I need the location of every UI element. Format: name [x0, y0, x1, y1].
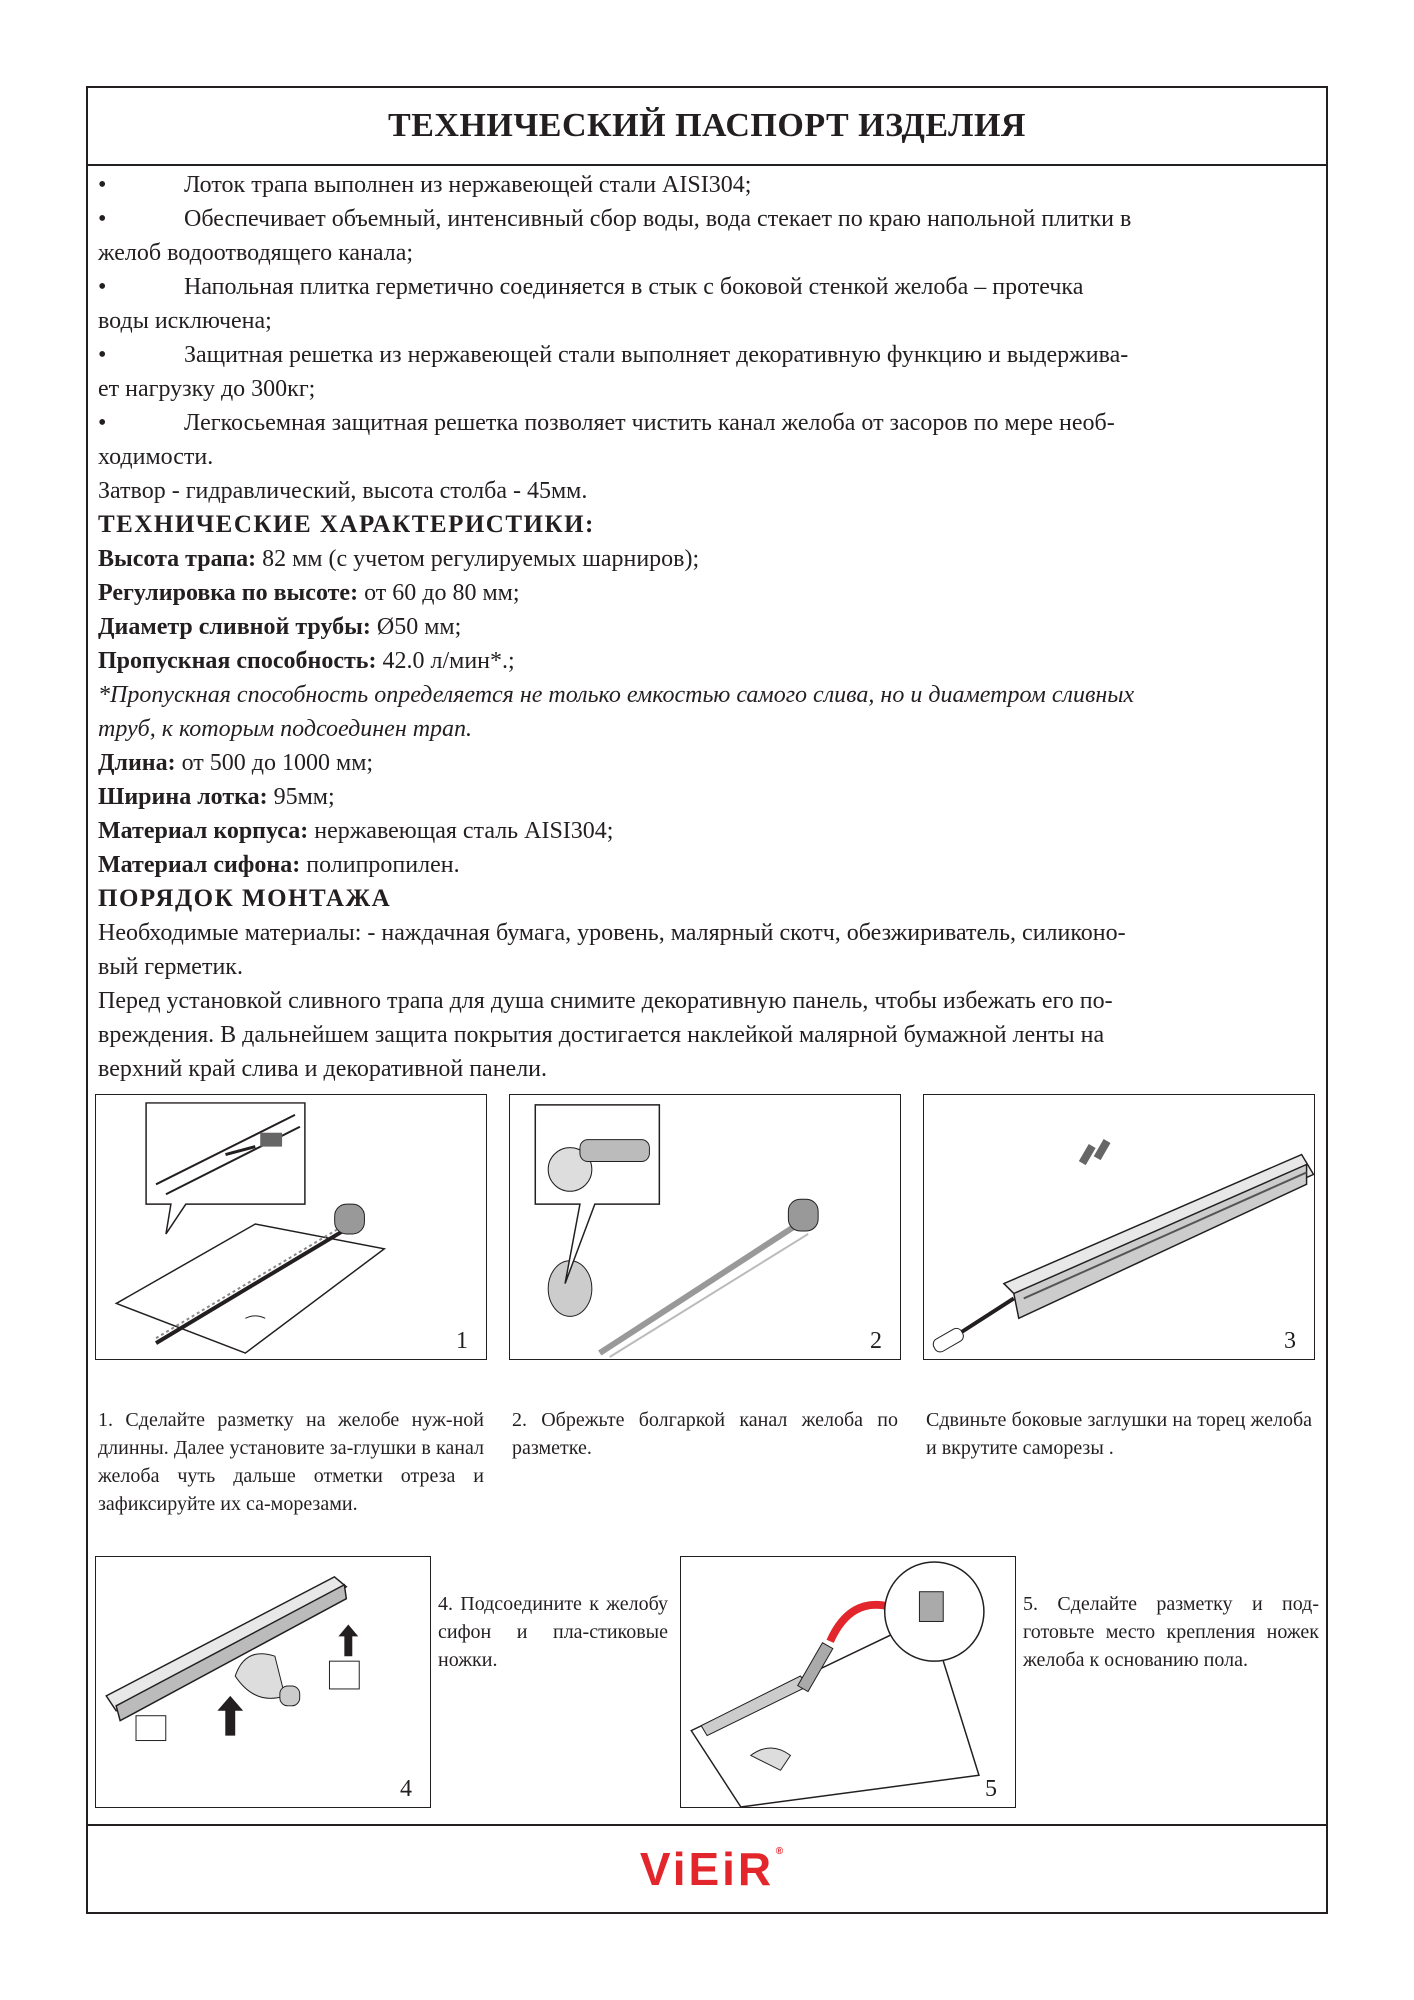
figure-3-illustration [924, 1095, 1314, 1359]
footer [88, 1824, 1326, 1912]
figure-2-caption: 2. Обрежьте болгаркой канал желоба по разметке. [512, 1409, 898, 1459]
bullet-dot: • [98, 410, 107, 436]
figure-1-illustration [96, 1095, 486, 1359]
spec-row [98, 542, 1320, 576]
logo-text: ViEiR [639, 1843, 775, 1895]
bullet-continuation: ходимости. [98, 444, 214, 470]
figure-number: 1 [456, 1328, 468, 1354]
spec-label: Ширина лотка: [98, 784, 268, 810]
bullet-item [98, 338, 1320, 372]
page-frame [86, 86, 1328, 1914]
spec-label: Материал корпуса: [98, 818, 309, 844]
install-heading: ПОРЯДОК МОНТАЖА [98, 885, 392, 912]
bullet-dot: • [98, 172, 107, 198]
spec-value: от 60 до 80 мм; [358, 580, 520, 606]
bullet-dot: • [98, 274, 107, 300]
figure-number: 5 [985, 1776, 997, 1802]
install-text: Необходимые материалы: - наждачная бумага, уровень, малярный скотч, обезжириватель, силиконо- [98, 920, 1126, 946]
figure-3 [923, 1094, 1315, 1360]
bullet-continuation: желоб водоотводящего канала; [98, 240, 414, 266]
bullet-text: Обеспечивает объемный, интенсивный сбор воды, вода стекает по краю напольной плитки в [184, 206, 1132, 232]
bullet-item [98, 202, 1320, 236]
install-text: вый герметик. [98, 954, 243, 980]
figure-5 [680, 1556, 1016, 1808]
install-text: верхний край слива и декоративной панели. [98, 1056, 548, 1082]
figure-number: 2 [870, 1328, 882, 1354]
spec-label: Высота трапа: [98, 546, 257, 572]
figure-5-illustration [681, 1557, 1015, 1807]
figure-3-caption: Сдвиньте боковые заглушки на торец желоба и вкрутите саморезы . [926, 1409, 1312, 1459]
brand-logo [639, 1842, 787, 1896]
spec-label: Пропускная способность: [98, 648, 377, 674]
bullet-item [98, 270, 1320, 304]
install-text: Перед установкой сливного трапа для душа снимите декоративную панель, чтобы избежать его по- [98, 988, 1113, 1014]
figure-1 [95, 1094, 487, 1360]
spec-row [98, 780, 1320, 814]
bullet-dot: • [98, 206, 107, 232]
spec-label: Регулировка по высоте: [98, 580, 359, 606]
spec-value: нержавеющая сталь AISI304; [308, 818, 614, 844]
spec-row [98, 644, 1320, 678]
bullet-item [98, 168, 1320, 202]
bullet-text: Напольная плитка герметично соединяется в стык с боковой стенкой желоба – протечка [184, 274, 1084, 300]
title-row [88, 88, 1326, 166]
install-text: вреждения. В дальнейшем защита покрытия достигается наклейкой малярной бумажной ленты на [98, 1022, 1105, 1048]
spec-row [98, 746, 1320, 780]
bullet-text: Лоток трапа выполнен из нержавеющей стали AISI304; [184, 172, 752, 198]
spec-row [98, 814, 1320, 848]
page-title: ТЕХНИЧЕСКИЙ ПАСПОРТ ИЗДЕЛИЯ [388, 107, 1026, 144]
figure-1-caption: 1. Сделайте разметку на желобе нуж-ной длинны. Далее установите за-глушки в канал желоба чуть дальше отметки отреза и зафиксируйте их са-морезами. [98, 1409, 484, 1515]
spec-row [98, 848, 1320, 882]
bullet-dot: • [98, 342, 107, 368]
spec-label: Материал сифона: [98, 852, 301, 878]
footnote-line: труб, к которым подсоединен трап. [98, 716, 473, 742]
spec-label: Диаметр сливной трубы: [98, 614, 371, 640]
bullet-continuation: ет нагрузку до 300кг; [98, 376, 316, 402]
figure-4-illustration [96, 1557, 430, 1807]
spec-value: полипропилен. [300, 852, 460, 878]
spec-label: Длина: [98, 750, 176, 776]
figure-2 [509, 1094, 901, 1360]
figure-4 [95, 1556, 431, 1808]
bullet-text: Легкосьемная защитная решетка позволяет чистить канал желоба от засоров по мере необ- [184, 410, 1115, 436]
spec-row [98, 576, 1320, 610]
figure-5-caption: 5. Сделайте разметку и под-готовьте место крепления ножек желоба к основанию пола. [1023, 1593, 1319, 1671]
trap-line: Затвор - гидравлический, высота столба - 45мм. [98, 478, 588, 504]
figure-number: 3 [1284, 1328, 1296, 1354]
spec-value: от 500 до 1000 мм; [175, 750, 374, 776]
spec-row [98, 610, 1320, 644]
content [98, 168, 1320, 1086]
spec-value: 95мм; [267, 784, 335, 810]
specs-heading: ТЕХНИЧЕСКИЕ ХАРАКТЕРИСТИКИ: [98, 511, 595, 538]
bullet-item [98, 406, 1320, 440]
figure-number: 4 [400, 1776, 412, 1802]
figure-4-caption: 4. Подсоедините к желобу сифон и пла-стиковые ножки. [438, 1593, 668, 1671]
spec-value: Ø50 мм; [370, 614, 462, 640]
footnote-line: *Пропускная способность определяется не только емкостью самого слива, но и диаметром сливных [98, 682, 1135, 708]
spec-value: 42.0 л/мин*.; [376, 648, 515, 674]
spec-value: 82 мм (с учетом регулируемых шарниров); [256, 546, 700, 572]
bullet-continuation: воды исключена; [98, 308, 272, 334]
registered-mark: ® [775, 1846, 787, 1857]
bullet-text: Защитная решетка из нержавеющей стали выполняет декоративную функцию и выдержива- [184, 342, 1129, 368]
figure-2-illustration [510, 1095, 900, 1359]
